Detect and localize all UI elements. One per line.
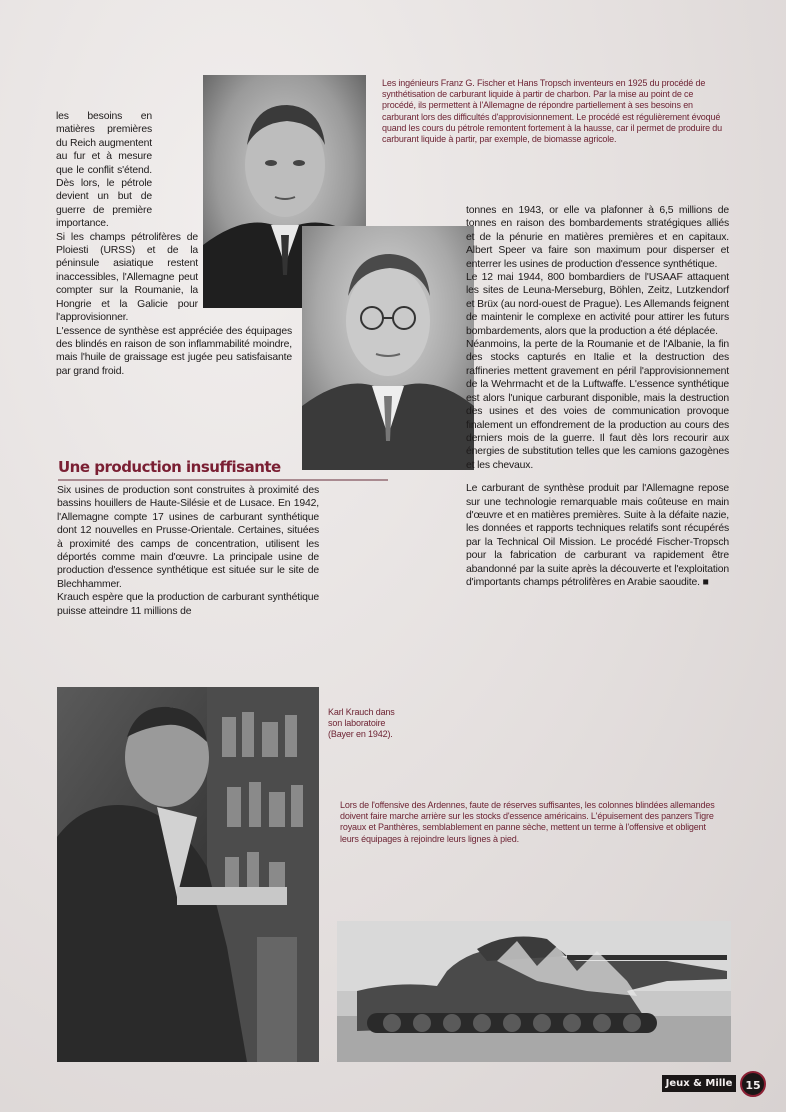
paragraph: Néanmoins, la perte de la Roumanie et de l'Albanie, la fin des stocks capturés en Italie et la destruction des raffineries mettent gravement en péril l'approvisionnement de la Wehrmacht et de la Luftwaffe. L'essence synthétique est alors l'unique carburant disponible, mais la destruction des usines et des voies de communication provoque finalement un effondrement de la production au cours des derniers mois de la guerre. Il faut dès lors recourir aux énergies de substitution telles que les camions gazogènes et les chevaux. [466,339,729,471]
photo-karl-krauch [57,687,319,1062]
col-left-bottom [57,484,319,618]
paragraph: Le carburant de synthèse produit par l'Allemagne repose sur une technologie remarquable mais coûteuse en main d'œuvre et en matières premières. Suite à la défaite nazie, les données et rapports techniques relatifs sont récupérés par la Technical Oil Mission. Le procédé Fischer-Tropsch pour la fabrication de carburant va rapidement être abandonné par la suite après la découverte et l'exploitation d'importants champs pétrolifères en Arabie saoudite. ■ [466,483,729,588]
page-number: 15 [740,1071,766,1097]
caption-engineers: Les ingénieurs Franz G. Fischer et Hans Tropsch inventeurs en 1925 du procédé de synthétisation de carburant liquide à partir de charbon. Par la mise au point de ce procédé, ils permettent à l'Allemagne de répondre partiellement à ses besoins en carburant lors des difficultés d'approvisionnement. Le procédé est régulièrement évoqué quand les cours du pétrole remontent fortement à la hausse, car il permet de produire du carburant liquide à partir, par exemple, de biomasse agricole. [382,78,723,145]
paragraph: Si les champs pétrolifères de Ploiesti (URSS) et de la péninsule asiatique restent inaccessibles, l'Allemagne peut compter sur la Roumanie, la Hongrie et la Galicie pour l'approvisionner. [56,231,198,324]
col-left-top [56,110,320,378]
section-heading: Une production insuffisante [58,458,388,481]
paragraph: Six usines de production sont construites à proximité des bassins houillers de Haute-Silésie et de Lusace. En 1942, l'Allemagne compte 17 usines de carburant synthétique dont 12 nouvelles en Prusse-Orientale. Certaines, situées à proximité des camps de concentration, utilisent les déportés comme main d'œuvre. La principale usine de production d'essence synthétique est située sur le site de Blechhammer. [57,485,319,590]
magazine-logo: Jeux & Mille [662,1075,736,1092]
caption-tank: Lors de l'offensive des Ardennes, faute de réserves suffisantes, les colonnes blindées allemandes doivent faire marche arrière sur les stocks d'essence américains. L'épuisement des panzers Tigre royaux et Panthères, semblablement en panne sèche, mettent un terme à l'offensive et obligent leurs équipages à rejoindre leurs lignes à pied. [340,800,715,844]
paragraph: Krauch espère que la production de carburant synthétique puisse atteindre 11 millions de [57,592,319,617]
photo-panther-tank [337,921,731,1062]
paragraph: Le 12 mai 1944, 800 bombardiers de l'USAAF attaquent les sites de Leuna-Merseburg, Böhlen, Zeitz, Lutzkendorf et Brüx (au nord-ouest de Prague). Les Allemands feignent de maintenir le complexe en activité pour attirer les futurs bombardements, alors que la production a été déplacée. [466,272,729,337]
col-right [466,204,729,589]
photo-hans-tropsch [302,226,474,470]
caption-krauch: Karl Krauch dans son laboratoire (Bayer en 1942). [328,707,395,740]
paragraph: les besoins en matières premières du Reich augmentent au fur et à mesure que le conflit s'étend. Dès lors, le pétrole devient un but de guerre de première importance. [56,111,152,230]
paragraph: tonnes en 1943, or elle va plafonner à 6,5 millions de tonnes en raison des bombardements stratégiques alliés et de la pénurie en matières premières et en capitaux. Albert Speer va faire son maximum pour disperser et enterrer les usines de production d'essence synthétique. [466,205,729,270]
paragraph: L'essence de synthèse est appréciée des équipages des blindés en raison de son inflammabilité moindre, mais l'huile de graissage est jugée peu satisfaisante par grand froid. [56,325,292,377]
